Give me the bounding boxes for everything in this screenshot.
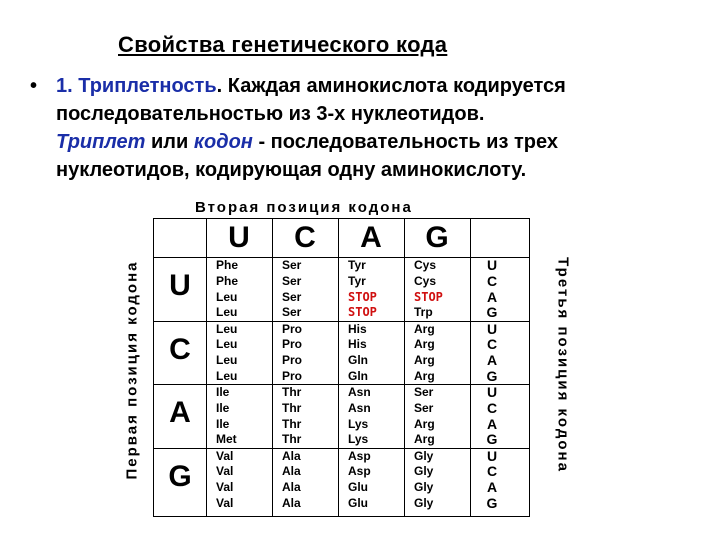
- amino-acid-label: Gly: [414, 480, 434, 495]
- amino-acid-cell: [414, 322, 435, 385]
- amino-acid-label: Leu: [216, 305, 238, 320]
- third-position-label: Третья позиция кодона: [554, 257, 572, 473]
- paragraph-line: [56, 100, 484, 128]
- amino-acid-label: Leu: [216, 321, 238, 336]
- paragraph-text: - последовательность из трех: [252, 131, 558, 153]
- bullet-icon: •: [30, 75, 38, 97]
- amino-acid-label: Gln: [348, 353, 368, 368]
- amino-acid-label: Val: [216, 448, 234, 463]
- third-base-label: A: [486, 288, 498, 305]
- amino-acid-label: Leu: [216, 337, 238, 352]
- row-divider: [154, 448, 529, 449]
- amino-acid-label: Arg: [414, 321, 435, 336]
- row-divider: [154, 321, 529, 322]
- amino-acid-cell: [348, 385, 371, 448]
- amino-acid-label: Ala: [282, 495, 301, 510]
- third-base-label: U: [486, 447, 498, 464]
- amino-acid-label: Pro: [282, 353, 303, 368]
- amino-acid-label: Ser: [282, 305, 302, 320]
- third-base-label: C: [486, 399, 498, 416]
- amino-acid-label: Asn: [348, 385, 371, 399]
- third-base-label: A: [486, 415, 498, 432]
- third-base-label: C: [486, 463, 498, 480]
- amino-acid-label: Arg: [414, 337, 435, 352]
- third-base-label: A: [486, 352, 498, 369]
- amino-acid-label: Met: [216, 432, 237, 447]
- second-position-label: Вторая позиция кодона: [195, 199, 413, 216]
- third-base-label: G: [486, 367, 498, 384]
- amino-acid-label: Trp: [414, 305, 433, 320]
- amino-acid-label: Val: [216, 464, 234, 479]
- first-base-label: U: [169, 269, 191, 302]
- third-base-label: U: [486, 320, 498, 337]
- amino-acid-label: Ser: [282, 273, 302, 288]
- third-base-label: A: [486, 479, 498, 496]
- amino-acid-label: Thr: [282, 385, 302, 399]
- second-base-header: A: [360, 221, 382, 254]
- amino-acid-label: Ser: [282, 289, 302, 304]
- amino-acid-label: Glu: [348, 480, 368, 495]
- amino-acid-label: Tyr: [348, 258, 366, 272]
- paragraph-line: [56, 156, 526, 184]
- paragraph-text: или: [145, 131, 194, 153]
- amino-acid-label: Ser: [414, 385, 434, 399]
- second-base-header: C: [294, 221, 316, 254]
- third-base-label: G: [486, 494, 498, 511]
- amino-acid-label: Ser: [414, 400, 434, 415]
- amino-acid-label: Glu: [348, 495, 368, 510]
- amino-acid-cell: [216, 258, 238, 321]
- amino-acid-cell: [282, 322, 302, 385]
- amino-acid-label: Phe: [216, 258, 239, 272]
- row-divider: [154, 257, 529, 258]
- third-base-label: U: [486, 384, 498, 400]
- second-base-header: G: [425, 221, 449, 254]
- amino-acid-label: Leu: [216, 353, 238, 368]
- paragraph-text: Триплет: [56, 131, 146, 153]
- amino-acid-label: Leu: [216, 289, 238, 304]
- third-base-column: [482, 322, 502, 385]
- amino-acid-label: Pro: [282, 368, 303, 383]
- amino-acid-label: Arg: [414, 416, 435, 431]
- amino-acid-cell: [216, 322, 237, 385]
- paragraph-text: кодон: [193, 131, 253, 153]
- first-base-label: C: [169, 332, 191, 366]
- amino-acid-label: Pro: [282, 321, 303, 336]
- amino-acid-label: His: [348, 337, 367, 352]
- amino-acid-label: Lys: [348, 416, 369, 431]
- amino-acid-label: Gly: [414, 495, 434, 510]
- first-position-label: Первая позиция кодона: [123, 260, 141, 480]
- amino-acid-label: Thr: [282, 416, 302, 431]
- amino-acid-cell: [414, 449, 433, 512]
- amino-acid-cell: [348, 258, 377, 321]
- paragraph-text: последовательностью из 3-х нуклеотидов.: [56, 103, 485, 125]
- amino-acid-label: Asn: [348, 400, 371, 415]
- amino-acid-label: Arg: [414, 353, 435, 368]
- amino-acid-label: Thr: [282, 400, 302, 415]
- amino-acid-label: Pro: [282, 337, 303, 352]
- column-divider: [272, 219, 273, 516]
- amino-acid-label: Val: [216, 495, 234, 510]
- third-base-label: U: [486, 257, 498, 273]
- amino-acid-label: Ile: [216, 416, 230, 431]
- amino-acid-label: Thr: [282, 432, 302, 447]
- first-base-label: A: [169, 396, 191, 429]
- amino-acid-label: Tyr: [348, 273, 366, 288]
- third-base-label: G: [486, 304, 498, 321]
- amino-acid-label: Ala: [282, 448, 301, 463]
- amino-acid-label: Cys: [414, 258, 437, 272]
- amino-acid-cell: [348, 322, 368, 385]
- third-base-column: [482, 449, 502, 512]
- stop-codon-label: STOP: [348, 305, 377, 320]
- row-divider: [154, 384, 529, 385]
- amino-acid-label: Val: [216, 480, 234, 495]
- amino-acid-label: Gln: [348, 368, 368, 383]
- stop-codon-label: STOP: [414, 289, 443, 304]
- amino-acid-cell: [216, 385, 237, 448]
- amino-acid-label: Ala: [282, 464, 301, 479]
- second-base-header: U: [228, 221, 250, 254]
- amino-acid-label: Asp: [348, 464, 371, 479]
- amino-acid-cell: [414, 258, 443, 321]
- paragraph-line: [56, 128, 558, 156]
- amino-acid-label: His: [348, 321, 367, 336]
- amino-acid-label: Ile: [216, 400, 230, 415]
- stop-codon-label: STOP: [348, 289, 377, 304]
- amino-acid-label: Cys: [414, 273, 437, 288]
- amino-acid-label: Leu: [216, 368, 238, 383]
- slide-title: Свойства генетического кода: [118, 32, 448, 57]
- amino-acid-label: Phe: [216, 273, 239, 288]
- amino-acid-cell: [282, 449, 301, 512]
- third-base-label: G: [486, 431, 498, 448]
- amino-acid-cell: [282, 385, 301, 448]
- paragraph-text: 1. Триплетность: [56, 75, 217, 97]
- amino-acid-cell: [414, 385, 435, 448]
- third-base-label: C: [486, 272, 498, 289]
- column-divider: [338, 219, 339, 516]
- column-divider: [206, 219, 207, 516]
- amino-acid-label: Ser: [282, 258, 302, 272]
- amino-acid-label: Gly: [414, 464, 434, 479]
- column-divider: [470, 219, 471, 516]
- codon-table: [153, 218, 530, 517]
- amino-acid-cell: [348, 449, 371, 512]
- amino-acid-cell: [216, 449, 233, 512]
- third-base-column: [482, 258, 502, 321]
- paragraph-text: . Каждая аминокислота кодируется: [216, 75, 566, 97]
- column-divider: [404, 219, 405, 516]
- amino-acid-label: Lys: [348, 432, 369, 447]
- amino-acid-label: Ala: [282, 480, 301, 495]
- amino-acid-label: Ile: [216, 385, 230, 399]
- paragraph-text: нуклеотидов, кодирующая одну аминокислоту.: [56, 159, 527, 181]
- first-base-label: G: [168, 459, 192, 493]
- third-base-label: C: [486, 336, 498, 353]
- third-base-column: [482, 385, 502, 448]
- amino-acid-cell: [282, 258, 301, 321]
- amino-acid-label: Arg: [414, 432, 435, 447]
- amino-acid-label: Arg: [414, 368, 435, 383]
- amino-acid-label: Gly: [414, 448, 434, 463]
- paragraph-line: [56, 72, 566, 100]
- amino-acid-label: Asp: [348, 448, 371, 463]
